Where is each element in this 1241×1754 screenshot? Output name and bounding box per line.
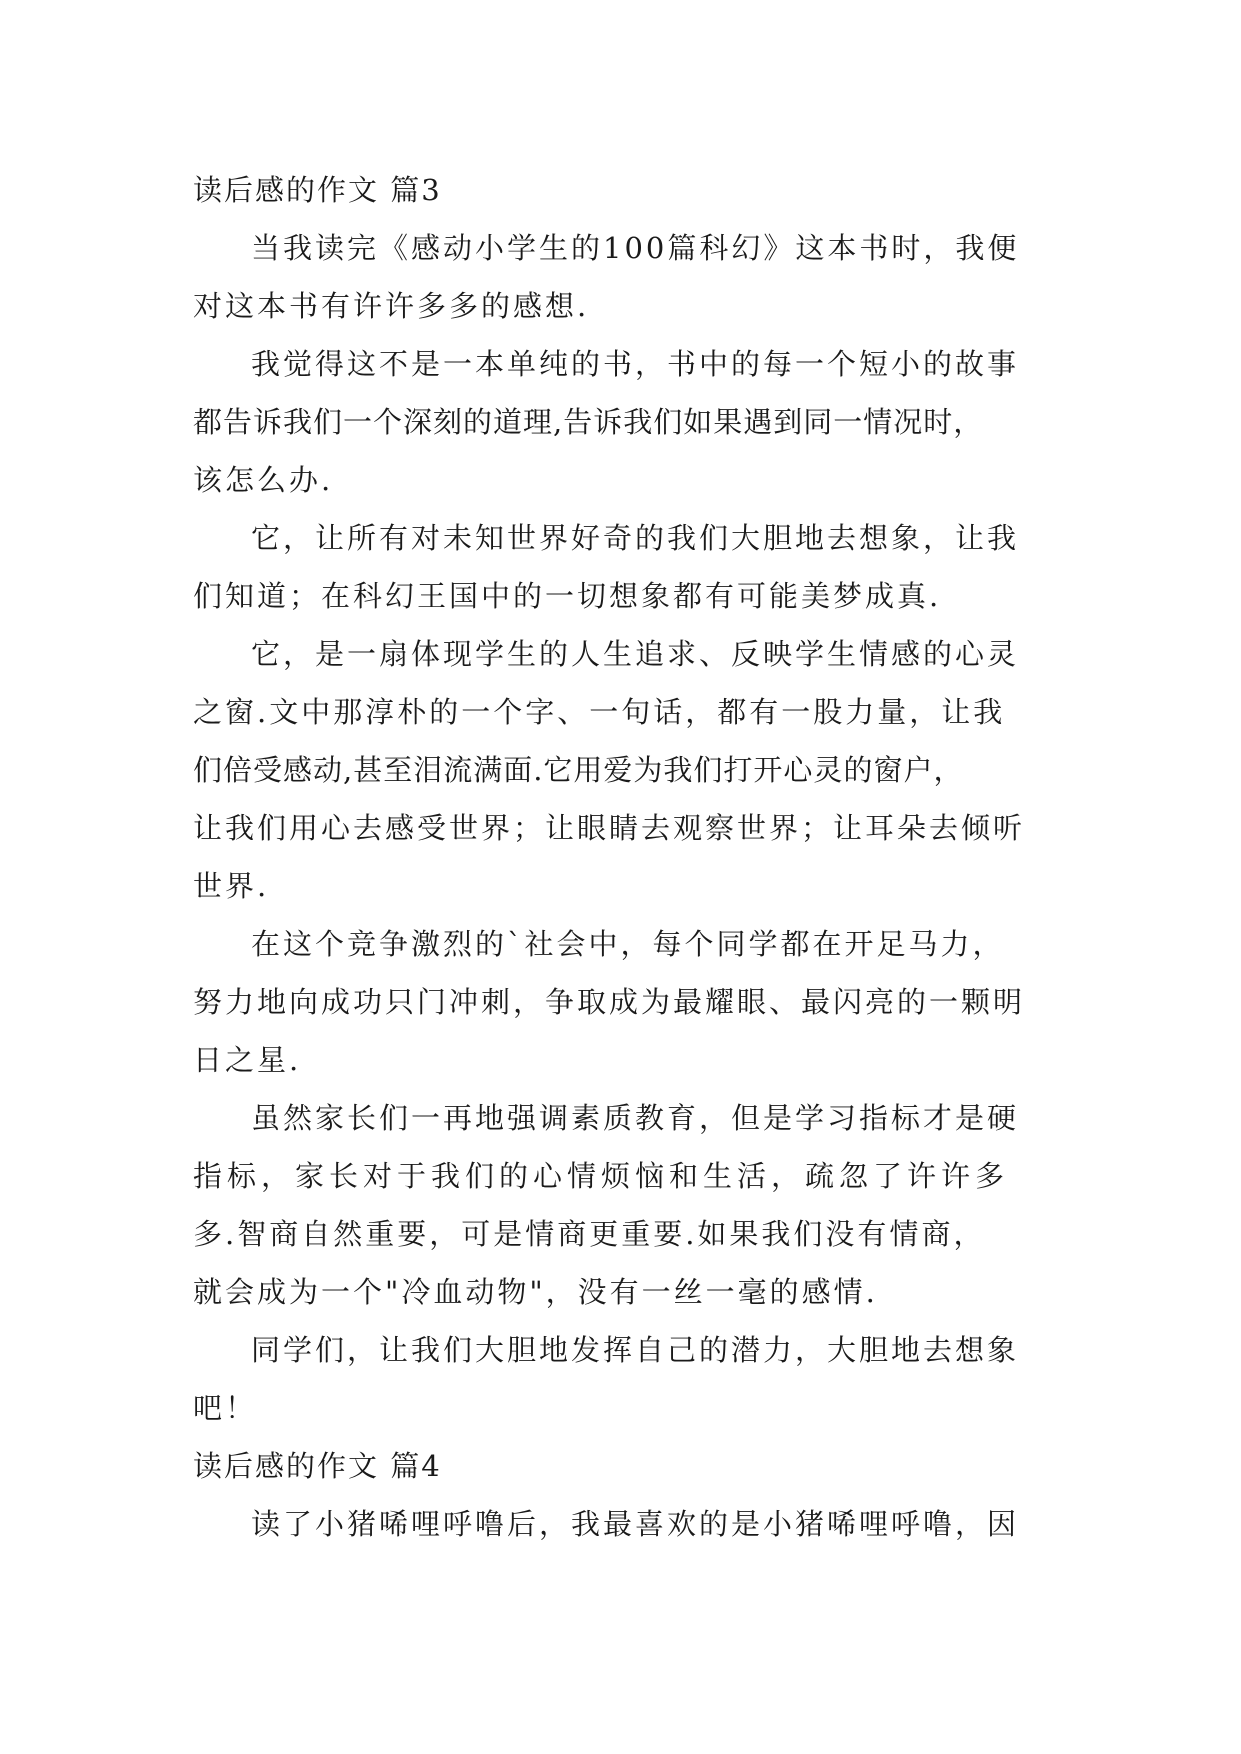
text-line: 们知道；在科幻王国中的一切想象都有可能美梦成真. [193, 579, 942, 613]
text-line: 们倍受感动,甚至泪流满面.它用爱为我们打开心灵的窗户， [193, 753, 964, 787]
text-line: 努力地向成功只门冲刺，争取成为最耀眼、最闪亮的一颗明 [193, 985, 1026, 1019]
text-line: 指标，家长对于我们的心情烦恼和生活，疏忽了许许多 [193, 1159, 1010, 1193]
text-line: 都告诉我们一个深刻的道理,告诉我们如果遇到同一情况时， [193, 405, 984, 439]
text-line: 多.智商自然重要，可是情商更重要.如果我们没有情商， [193, 1217, 986, 1251]
text-line: 之窗.文中那淳朴的一个字、一句话，都有一股力量，让我 [193, 695, 1006, 729]
text-line: 当我读完《感动小学生的100篇科幻》这本书时，我便 [251, 231, 1020, 265]
text-line: 日之星. [193, 1043, 302, 1077]
text-line: 它，让所有对未知世界好奇的我们大胆地去想象，让我 [251, 521, 1020, 555]
document-body [193, 161, 1057, 1553]
text-line: 它，是一扇体现学生的人生追求、反映学生情感的心灵 [251, 637, 1020, 671]
paragraph [193, 1089, 1057, 1321]
section-heading: 读后感的作文 篇4 [193, 1449, 442, 1483]
text-line: 对这本书有许许多多的感想. [193, 289, 590, 323]
paragraph [193, 915, 1057, 1089]
paragraph [193, 1495, 1057, 1553]
text-line: 读了小猪唏哩呼噜后，我最喜欢的是小猪唏哩呼噜，因 [251, 1507, 1020, 1541]
text-line: 世界. [193, 869, 270, 903]
paragraph [193, 1321, 1057, 1437]
paragraph [193, 335, 1057, 509]
paragraph [193, 509, 1057, 625]
text-line: 该怎么办. [193, 463, 334, 497]
text-line: 在这个竞争激烈的`社会中，每个同学都在开足马力， [251, 927, 1005, 961]
text-line: 让我们用心去感受世界；让眼睛去观察世界；让耳朵去倾听 [193, 811, 1026, 845]
section-heading: 读后感的作文 篇3 [193, 173, 442, 207]
paragraph [193, 219, 1057, 335]
text-line: 虽然家长们一再地强调素质教育，但是学习指标才是硬 [251, 1101, 1020, 1135]
paragraph [193, 625, 1057, 915]
text-line: 吧！ [193, 1391, 258, 1425]
text-line: 我觉得这不是一本单纯的书，书中的每一个短小的故事 [251, 347, 1020, 381]
text-line: 就会成为一个"冷血动物"，没有一丝一毫的感情. [193, 1275, 878, 1309]
text-line: 同学们，让我们大胆地发挥自己的潜力，大胆地去想象 [251, 1333, 1020, 1367]
